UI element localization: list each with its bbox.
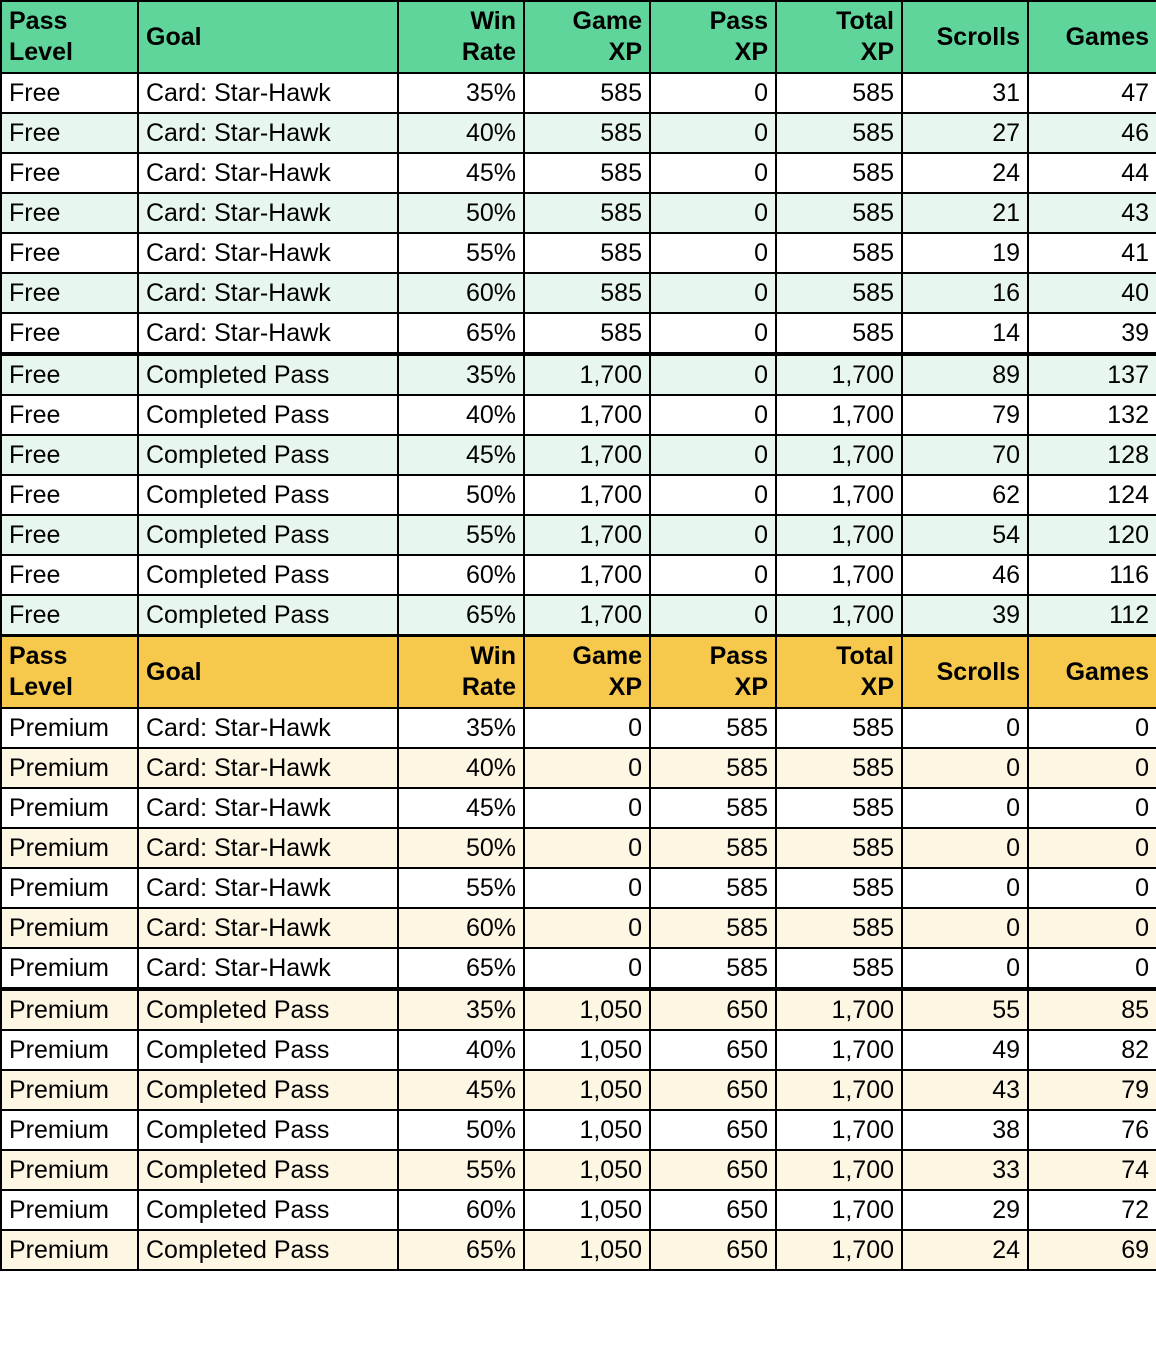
cell-pass-level: Free [1,193,138,233]
cell-game-xp: 0 [524,948,650,989]
cell-win-rate: 65% [398,595,524,636]
cell-total-xp: 585 [776,908,902,948]
premium-header-row [1,636,1156,709]
table-row [1,908,1156,948]
cell-pass-xp: 0 [650,435,776,475]
cell-games: 0 [1028,948,1156,989]
cell-pass-level: Free [1,435,138,475]
header-pass-xp-text: Pass [709,642,768,670]
cell-games: 116 [1028,555,1156,595]
table-row [1,153,1156,193]
cell-goal: Completed Pass [138,555,398,595]
cell-pass-xp: 0 [650,193,776,233]
cell-game-xp: 1,050 [524,1190,650,1230]
cell-scrolls: 0 [902,788,1028,828]
cell-goal: Completed Pass [138,354,398,395]
cell-games: 39 [1028,313,1156,354]
header-scrolls [902,636,1028,709]
cell-game-xp: 1,700 [524,435,650,475]
cell-pass-level: Premium [1,948,138,989]
cell-games: 46 [1028,113,1156,153]
cell-pass-level: Premium [1,1070,138,1110]
cell-games: 43 [1028,193,1156,233]
cell-win-rate: 35% [398,73,524,113]
cell-pass-level: Free [1,153,138,193]
cell-scrolls: 0 [902,948,1028,989]
cell-games: 0 [1028,788,1156,828]
cell-scrolls: 16 [902,273,1028,313]
cell-pass-level: Premium [1,788,138,828]
cell-game-xp: 1,700 [524,354,650,395]
cell-game-xp: 1,700 [524,515,650,555]
cell-game-xp: 585 [524,113,650,153]
cell-win-rate: 40% [398,748,524,788]
cell-pass-level: Premium [1,1230,138,1270]
cell-total-xp: 585 [776,313,902,354]
cell-pass-xp: 585 [650,948,776,989]
cell-win-rate: 60% [398,273,524,313]
cell-game-xp: 0 [524,708,650,748]
cell-goal: Card: Star-Hawk [138,868,398,908]
cell-games: 137 [1028,354,1156,395]
cell-games: 76 [1028,1110,1156,1150]
cell-pass-level: Premium [1,989,138,1030]
cell-pass-level: Premium [1,1030,138,1070]
cell-win-rate: 45% [398,435,524,475]
cell-goal: Card: Star-Hawk [138,73,398,113]
table-row [1,989,1156,1030]
header-goal-text: Goal [146,657,202,686]
header-pass-level [1,1,138,73]
cell-pass-xp: 585 [650,868,776,908]
table-row [1,113,1156,153]
cell-pass-level: Premium [1,828,138,868]
cell-win-rate: 50% [398,475,524,515]
cell-total-xp: 585 [776,948,902,989]
cell-goal: Completed Pass [138,1030,398,1070]
cell-total-xp: 585 [776,868,902,908]
header-total-xp-text: XP [860,38,894,66]
cell-win-rate: 50% [398,193,524,233]
cell-games: 128 [1028,435,1156,475]
cell-pass-level: Premium [1,868,138,908]
cell-games: 85 [1028,989,1156,1030]
header-win-rate-text: Rate [461,673,516,701]
header-game-xp-text: Game [572,642,642,670]
cell-scrolls: 62 [902,475,1028,515]
cell-win-rate: 40% [398,113,524,153]
cell-goal: Completed Pass [138,1150,398,1190]
cell-game-xp: 1,700 [524,475,650,515]
cell-total-xp: 1,700 [776,595,902,636]
table-row [1,788,1156,828]
table-row [1,233,1156,273]
cell-goal: Card: Star-Hawk [138,313,398,354]
cell-goal: Completed Pass [138,989,398,1030]
cell-goal: Card: Star-Hawk [138,828,398,868]
cell-scrolls: 19 [902,233,1028,273]
cell-game-xp: 1,050 [524,1030,650,1070]
cell-games: 0 [1028,868,1156,908]
cell-game-xp: 0 [524,828,650,868]
cell-pass-xp: 0 [650,354,776,395]
cell-pass-xp: 0 [650,555,776,595]
cell-scrolls: 70 [902,435,1028,475]
cell-goal: Completed Pass [138,1190,398,1230]
cell-goal: Completed Pass [138,1070,398,1110]
cell-total-xp: 585 [776,73,902,113]
cell-games: 112 [1028,595,1156,636]
cell-scrolls: 31 [902,73,1028,113]
table-row [1,475,1156,515]
cell-game-xp: 1,050 [524,1110,650,1150]
cell-pass-level: Premium [1,908,138,948]
cell-scrolls: 33 [902,1150,1028,1190]
cell-game-xp: 0 [524,748,650,788]
cell-pass-xp: 0 [650,273,776,313]
cell-goal: Card: Star-Hawk [138,948,398,989]
header-scrolls [902,1,1028,73]
cell-pass-xp: 0 [650,475,776,515]
cell-pass-level: Free [1,395,138,435]
table-row [1,748,1156,788]
cell-games: 124 [1028,475,1156,515]
cell-game-xp: 1,050 [524,989,650,1030]
cell-win-rate: 60% [398,555,524,595]
cell-game-xp: 1,700 [524,595,650,636]
cell-game-xp: 585 [524,193,650,233]
cell-goal: Card: Star-Hawk [138,708,398,748]
header-pass-level-text: Level [9,673,73,701]
cell-scrolls: 43 [902,1070,1028,1110]
cell-games: 82 [1028,1030,1156,1070]
table-row [1,828,1156,868]
cell-pass-xp: 650 [650,1030,776,1070]
table-row [1,1190,1156,1230]
cell-game-xp: 1,050 [524,1230,650,1270]
cell-games: 69 [1028,1230,1156,1270]
cell-pass-level: Free [1,113,138,153]
header-total-xp [776,1,902,73]
header-total-xp [776,636,902,709]
cell-total-xp: 1,700 [776,989,902,1030]
cell-scrolls: 27 [902,113,1028,153]
cell-pass-xp: 650 [650,1070,776,1110]
cell-goal: Completed Pass [138,435,398,475]
cell-game-xp: 1,050 [524,1150,650,1190]
cell-pass-level: Free [1,273,138,313]
cell-win-rate: 65% [398,948,524,989]
cell-pass-xp: 585 [650,748,776,788]
table-row [1,1230,1156,1270]
header-pass-level-text: Level [9,38,73,66]
cell-games: 79 [1028,1070,1156,1110]
table-row [1,868,1156,908]
cell-scrolls: 89 [902,354,1028,395]
cell-game-xp: 585 [524,153,650,193]
cell-win-rate: 55% [398,1150,524,1190]
cell-pass-level: Free [1,354,138,395]
header-games-text: Games [1065,657,1149,686]
cell-pass-xp: 650 [650,989,776,1030]
header-win-rate [398,1,524,73]
cell-total-xp: 1,700 [776,1070,902,1110]
cell-scrolls: 0 [902,908,1028,948]
cell-goal: Card: Star-Hawk [138,748,398,788]
header-total-xp-text: XP [860,673,894,701]
cell-pass-level: Free [1,73,138,113]
cell-game-xp: 0 [524,868,650,908]
cell-goal: Card: Star-Hawk [138,113,398,153]
cell-pass-xp: 0 [650,515,776,555]
cell-game-xp: 1,700 [524,555,650,595]
cell-total-xp: 1,700 [776,555,902,595]
table-row [1,708,1156,748]
header-game-xp [524,636,650,709]
cell-pass-level: Free [1,595,138,636]
cell-goal: Completed Pass [138,595,398,636]
table-row [1,1150,1156,1190]
cell-games: 41 [1028,233,1156,273]
cell-games: 0 [1028,828,1156,868]
cell-win-rate: 55% [398,233,524,273]
cell-game-xp: 0 [524,788,650,828]
cell-scrolls: 38 [902,1110,1028,1150]
cell-win-rate: 35% [398,708,524,748]
cell-game-xp: 1,050 [524,1070,650,1110]
cell-pass-xp: 650 [650,1110,776,1150]
cell-pass-xp: 585 [650,708,776,748]
cell-pass-level: Free [1,515,138,555]
table-row [1,1030,1156,1070]
cell-total-xp: 1,700 [776,1030,902,1070]
cell-goal: Card: Star-Hawk [138,273,398,313]
cell-pass-level: Premium [1,1150,138,1190]
header-goal [138,1,398,73]
cell-scrolls: 46 [902,555,1028,595]
cell-pass-xp: 0 [650,595,776,636]
cell-pass-xp: 0 [650,313,776,354]
cell-win-rate: 65% [398,313,524,354]
header-pass-level-text: Pass [9,642,68,670]
cell-goal: Card: Star-Hawk [138,908,398,948]
cell-game-xp: 0 [524,908,650,948]
cell-total-xp: 585 [776,828,902,868]
cell-total-xp: 1,700 [776,475,902,515]
cell-scrolls: 39 [902,595,1028,636]
header-scrolls-text: Scrolls [936,22,1020,51]
cell-scrolls: 54 [902,515,1028,555]
cell-total-xp: 1,700 [776,1230,902,1270]
header-scrolls-text: Scrolls [936,657,1020,686]
cell-total-xp: 1,700 [776,435,902,475]
cell-game-xp: 585 [524,313,650,354]
cell-pass-level: Premium [1,708,138,748]
cell-games: 40 [1028,273,1156,313]
cell-win-rate: 45% [398,788,524,828]
header-game-xp [524,1,650,73]
cell-pass-xp: 650 [650,1230,776,1270]
cell-goal: Completed Pass [138,395,398,435]
cell-games: 0 [1028,908,1156,948]
header-pass-xp [650,1,776,73]
cell-games: 0 [1028,708,1156,748]
cell-win-rate: 55% [398,515,524,555]
cell-total-xp: 585 [776,193,902,233]
header-games-text: Games [1065,22,1149,51]
cell-win-rate: 60% [398,1190,524,1230]
cell-goal: Completed Pass [138,1110,398,1150]
header-pass-xp-text: XP [734,673,768,701]
cell-scrolls: 29 [902,1190,1028,1230]
cell-total-xp: 1,700 [776,1150,902,1190]
header-win-rate [398,636,524,709]
cell-total-xp: 585 [776,708,902,748]
cell-win-rate: 50% [398,1110,524,1150]
cell-win-rate: 35% [398,989,524,1030]
cell-game-xp: 585 [524,273,650,313]
cell-game-xp: 585 [524,73,650,113]
cell-scrolls: 0 [902,828,1028,868]
header-games [1028,636,1156,709]
cell-total-xp: 585 [776,233,902,273]
header-goal [138,636,398,709]
table-row [1,555,1156,595]
header-pass-xp-text: Pass [709,7,768,35]
cell-goal: Completed Pass [138,1230,398,1270]
cell-win-rate: 65% [398,1230,524,1270]
cell-games: 72 [1028,1190,1156,1230]
table-row [1,273,1156,313]
header-games [1028,1,1156,73]
cell-scrolls: 49 [902,1030,1028,1070]
cell-pass-xp: 0 [650,395,776,435]
cell-win-rate: 45% [398,1070,524,1110]
cell-scrolls: 0 [902,868,1028,908]
header-pass-xp [650,636,776,709]
cell-pass-level: Premium [1,1190,138,1230]
cell-games: 120 [1028,515,1156,555]
table-row [1,313,1156,354]
table-row [1,435,1156,475]
header-win-rate-text: Win [470,642,516,670]
cell-pass-xp: 650 [650,1150,776,1190]
cell-total-xp: 585 [776,113,902,153]
cell-total-xp: 585 [776,273,902,313]
table-row [1,395,1156,435]
header-total-xp-text: Total [836,642,894,670]
cell-games: 74 [1028,1150,1156,1190]
table-row [1,595,1156,636]
table-row [1,515,1156,555]
cell-pass-xp: 585 [650,908,776,948]
cell-games: 47 [1028,73,1156,113]
cell-pass-level: Free [1,475,138,515]
cell-total-xp: 1,700 [776,1110,902,1150]
table-row [1,1070,1156,1110]
cell-game-xp: 585 [524,233,650,273]
cell-total-xp: 1,700 [776,1190,902,1230]
header-win-rate-text: Rate [461,38,516,66]
header-goal-text: Goal [146,22,202,51]
cell-total-xp: 585 [776,153,902,193]
cell-pass-level: Premium [1,748,138,788]
cell-pass-xp: 0 [650,153,776,193]
header-pass-xp-text: XP [734,38,768,66]
cell-pass-level: Free [1,313,138,354]
cell-win-rate: 50% [398,828,524,868]
cell-goal: Completed Pass [138,475,398,515]
cell-game-xp: 1,700 [524,395,650,435]
cell-pass-level: Free [1,233,138,273]
cell-goal: Completed Pass [138,515,398,555]
cell-scrolls: 0 [902,708,1028,748]
cell-scrolls: 21 [902,193,1028,233]
cell-win-rate: 60% [398,908,524,948]
cell-pass-xp: 650 [650,1190,776,1230]
cell-scrolls: 24 [902,1230,1028,1270]
cell-total-xp: 1,700 [776,395,902,435]
free-header-row [1,1,1156,73]
header-pass-level-text: Pass [9,7,68,35]
cell-pass-xp: 0 [650,73,776,113]
header-game-xp-text: XP [608,38,642,66]
cell-games: 132 [1028,395,1156,435]
cell-scrolls: 55 [902,989,1028,1030]
cell-pass-xp: 0 [650,113,776,153]
cell-total-xp: 585 [776,788,902,828]
cell-goal: Card: Star-Hawk [138,233,398,273]
cell-win-rate: 45% [398,153,524,193]
cell-goal: Card: Star-Hawk [138,193,398,233]
table-row [1,73,1156,113]
header-game-xp-text: XP [608,673,642,701]
cell-total-xp: 1,700 [776,354,902,395]
cell-pass-xp: 0 [650,233,776,273]
cell-scrolls: 14 [902,313,1028,354]
cell-games: 44 [1028,153,1156,193]
cell-scrolls: 24 [902,153,1028,193]
header-pass-level [1,636,138,709]
header-win-rate-text: Win [470,7,516,35]
table-row [1,948,1156,989]
cell-pass-level: Free [1,555,138,595]
cell-pass-xp: 585 [650,788,776,828]
cell-win-rate: 35% [398,354,524,395]
cell-goal: Card: Star-Hawk [138,788,398,828]
cell-win-rate: 40% [398,395,524,435]
cell-total-xp: 1,700 [776,515,902,555]
cell-pass-xp: 585 [650,828,776,868]
table-row [1,193,1156,233]
header-total-xp-text: Total [836,7,894,35]
cell-total-xp: 585 [776,748,902,788]
table-body [1,1,1156,1270]
cell-goal: Card: Star-Hawk [138,153,398,193]
header-game-xp-text: Game [572,7,642,35]
cell-games: 0 [1028,748,1156,788]
cell-win-rate: 55% [398,868,524,908]
table-row [1,1110,1156,1150]
table-row [1,354,1156,395]
cell-pass-level: Premium [1,1110,138,1150]
cell-win-rate: 40% [398,1030,524,1070]
cell-scrolls: 0 [902,748,1028,788]
cell-scrolls: 79 [902,395,1028,435]
